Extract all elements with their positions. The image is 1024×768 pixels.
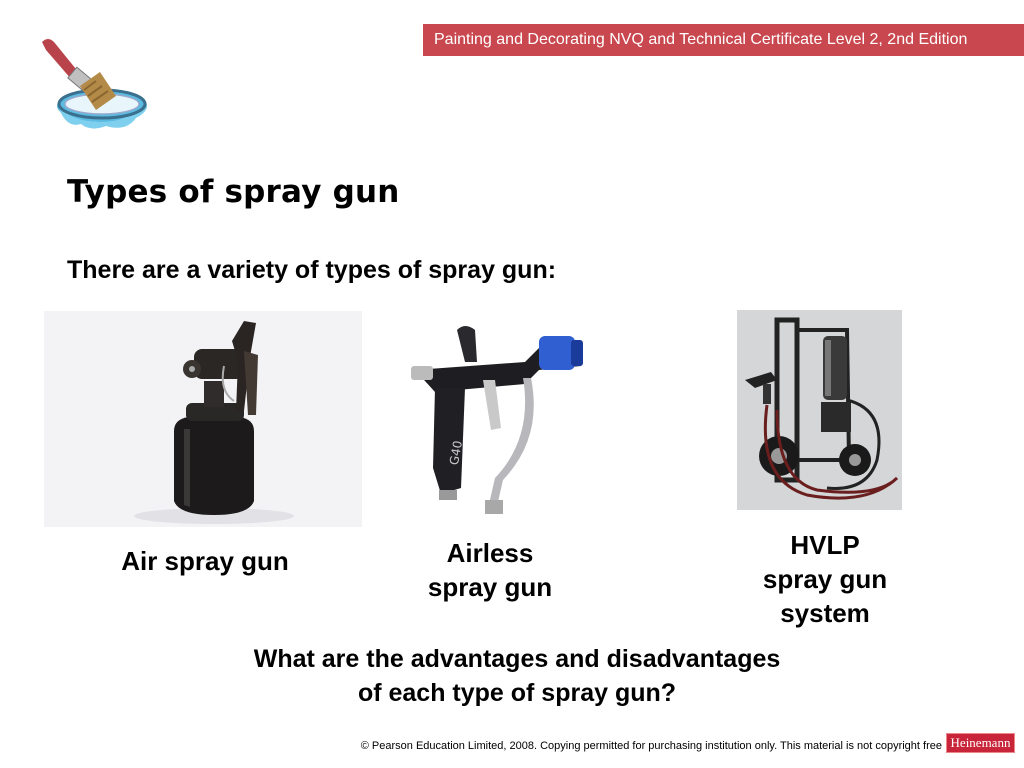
caption-line: Airless [446, 538, 534, 568]
caption-line: system [780, 598, 870, 628]
caption-airless-spray-gun [400, 536, 580, 604]
hvlp-spray-gun-system-photo [737, 310, 902, 510]
air-spray-gun-photo [44, 311, 362, 527]
caption-line: HVLP [790, 530, 860, 560]
caption-line: spray gun [427, 572, 553, 602]
slide-subtitle: There are a variety of types of spray gun: [67, 256, 557, 284]
paint-brush-tin-logo-icon [36, 34, 152, 134]
airless-spray-gun-photo [405, 318, 590, 522]
header-banner: Painting and Decorating NVQ and Technical Certificate Level 2, 2nd Edition [423, 24, 1024, 56]
slide-title: Types of spray gun [67, 174, 400, 210]
question-line: What are the advantages and disadvantages [253, 645, 781, 673]
caption-air-spray-gun [100, 544, 310, 578]
svg-text:G40: G40 [446, 439, 466, 467]
discussion-question [190, 642, 844, 710]
caption-hvlp-spray-gun-system [735, 528, 915, 630]
publisher-logo: Heinemann [946, 733, 1015, 753]
question-line: of each type of spray gun? [357, 679, 677, 707]
caption-line: spray gun [762, 564, 888, 594]
copyright-notice: © Pearson Education Limited, 2008. Copying permitted for purchasing institution only. This material is not copyright free [360, 740, 942, 752]
caption-line: Air spray gun [121, 546, 289, 576]
